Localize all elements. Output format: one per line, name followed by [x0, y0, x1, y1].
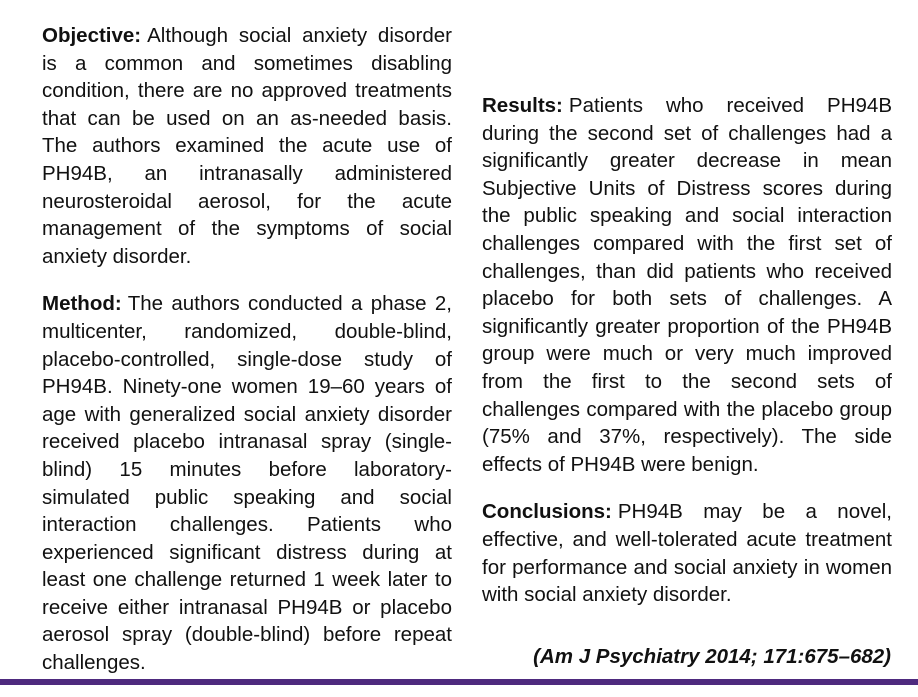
- citation: (Am J Psychiatry 2014; 171:675–682): [533, 645, 891, 668]
- objective-text: Although social anxiety disorder is a common and sometimes disabling condition, there are no approved treatments that can be used on an as-needed basis. The authors examined the acute use of PH94B, an intranasally administered neurosteroidal aerosol, for the acute management of the symptoms of social anxiety disorder.: [42, 24, 452, 268]
- bottom-rule: [0, 679, 918, 685]
- abstract-column-left: [42, 22, 452, 697]
- abstract-column-right: [482, 92, 892, 629]
- results-paragraph: [482, 92, 892, 478]
- method-text: The authors conducted a phase 2, multicenter, randomized, double-blind, placebo-controlled, single-dose study of PH94B. Ninety-one women 19–60 years of age with generalized social anxiety disorder received placebo intranasal spray (single-blind) 15 minutes before laboratory-simulated public speaking and social interaction challenges. Patients who experienced significant distress during at least one challenge returned 1 week later to receive either intranasal PH94B or placebo aerosol spray (double-blind) before repeat challenges.: [42, 292, 452, 675]
- results-heading: Results:: [482, 94, 563, 117]
- objective-paragraph: [42, 22, 452, 270]
- method-paragraph: [42, 290, 452, 676]
- objective-heading: Objective:: [42, 24, 142, 47]
- conclusions-heading: Conclusions:: [482, 500, 612, 524]
- method-heading: Method:: [42, 292, 122, 316]
- conclusions-paragraph: [482, 498, 892, 608]
- results-text: Patients who received PH94B during the second set of challenges had a significantly greater decrease in mean Subjective Units of Distress scores during the public speaking and social interaction challenges compared with the first set of challenges, than did patients who received placebo for both sets of challenges. A significantly greater proportion of the PH94B group were much or very much improved from the first to the second sets of challenges compared with the placebo group (75% and 37%, respectively). The side effects of PH94B were benign.: [482, 94, 892, 476]
- conclusions-text: PH94B may be a novel, effective, and well-tolerated acute treatment for performance and social anxiety in women with social anxiety disorder.: [482, 500, 892, 607]
